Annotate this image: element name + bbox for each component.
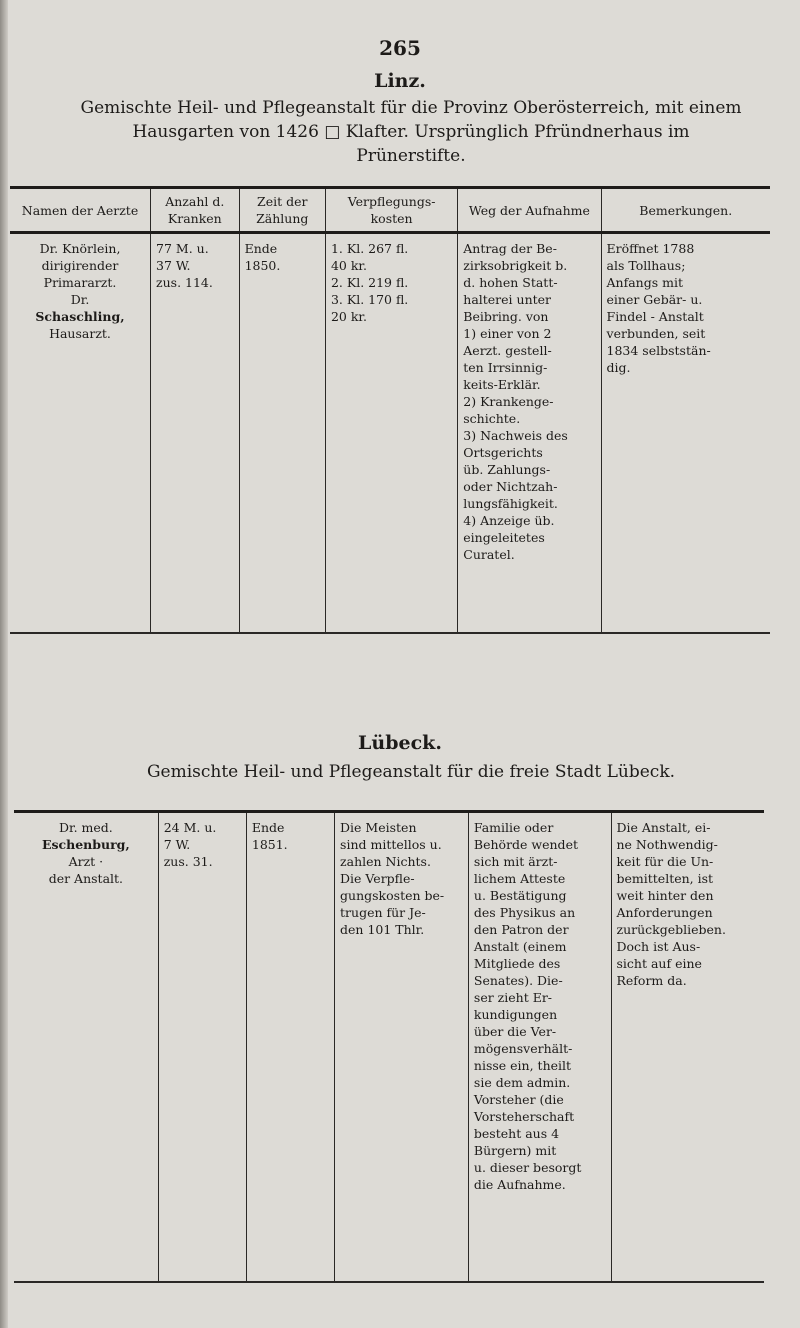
way-line: 3) Nachweis des (463, 428, 568, 443)
doctor-role: Arzt · (68, 854, 104, 869)
remark-line: ne Nothwendig- (616, 837, 718, 852)
way-line: Ortsgerichts (463, 445, 543, 460)
time-year: 1850. (244, 258, 281, 273)
doctor-role: dirigirender (41, 258, 119, 273)
header-remarks: Bemerkungen. (601, 188, 770, 233)
header-time: Zeit der Zählung (239, 188, 325, 233)
remark-line: bemittelten, ist (616, 871, 714, 886)
way-line: Beibring. von (463, 309, 549, 324)
remark-line: 1834 selbststän- (606, 343, 711, 358)
remark-line: Findel - Anstalt (606, 309, 704, 324)
intro-linz-line-1: Gemischte Heil- und Pflegeanstalt für die Provinz Oberösterreich, mit einem (80, 98, 742, 118)
cell-names (10, 233, 151, 633)
remark-line: zurückgeblieben. (616, 922, 726, 937)
way-line: eingeleitetes (463, 530, 545, 545)
way-line: Antrag der Be- (463, 241, 557, 256)
doctor-title: Dr. (70, 292, 90, 307)
way-line: Vorsteherschaft (473, 1109, 575, 1124)
table-linz (10, 186, 770, 634)
cost-line: den 101 Thlr. (340, 922, 425, 937)
way-line: sich mit ärzt- (473, 854, 558, 869)
remark-line: Anforderungen (616, 905, 713, 920)
way-line: Vorsteher (die (473, 1092, 564, 1107)
way-line: u. dieser besorgt (473, 1160, 582, 1175)
way-line: mögensverhält- (473, 1041, 573, 1056)
doctor-role: Primararzt. (43, 275, 117, 290)
cost-line: Die Verpfle- (340, 871, 415, 886)
way-line: lungsfähigkeit. (463, 496, 558, 511)
way-line: halterei unter (463, 292, 552, 307)
intro-luebeck: Gemischte Heil- und Pflegeanstalt für die freie Stadt Lübeck. (146, 762, 676, 782)
way-line: oder Nichtzah- (463, 479, 558, 494)
page-spine-shadow (0, 0, 8, 1328)
cell-remarks (601, 233, 770, 633)
cell-remarks (611, 812, 764, 1282)
cost-line: 40 kr. (330, 258, 367, 273)
cell-costs (335, 812, 469, 1282)
way-line: lichem Atteste (473, 871, 566, 886)
cost-line: trugen für Je- (340, 905, 426, 920)
header-names: Namen der Aerzte (10, 188, 151, 233)
way-line: Curatel. (463, 547, 515, 562)
way-line: Familie oder (473, 820, 554, 835)
cost-line: Die Meisten (340, 820, 417, 835)
cost-line: 1. Kl. 267 fl. (330, 241, 409, 256)
way-line: keits-Erklär. (463, 377, 541, 392)
way-line: des Physikus an (473, 905, 576, 920)
header-count: Anzahl d. Kranken (151, 188, 240, 233)
remark-line: sicht auf eine (616, 956, 702, 971)
cost-line: gungskosten be- (340, 888, 445, 903)
way-line: 1) einer von 2 (463, 326, 552, 341)
cell-way (468, 812, 611, 1282)
cost-line: 3. Kl. 170 fl. (330, 292, 409, 307)
count-female: 37 W. (156, 258, 191, 273)
cost-line: zahlen Nichts. (340, 854, 431, 869)
remark-line: weit hinter den (616, 888, 714, 903)
way-line: über die Ver- (473, 1024, 557, 1039)
doctor-name: Schaschling, (35, 309, 125, 324)
remark-line: als Tollhaus; (606, 258, 686, 273)
remark-line: verbunden, seit (606, 326, 706, 341)
cost-line: sind mittellos u. (340, 837, 442, 852)
way-line: Mitgliede des (473, 956, 561, 971)
intro-linz-line-3: Prünerstifte. (356, 146, 466, 166)
way-line: zirksobrigkeit b. (463, 258, 568, 273)
count-male: 77 M. u. (156, 241, 209, 256)
cell-way (458, 233, 601, 633)
way-line: 2) Krankenge- (463, 394, 554, 409)
section-title-luebeck: Lübeck. (358, 732, 442, 754)
doctor-title: Dr. med. (58, 820, 113, 835)
cell-names (14, 812, 158, 1282)
way-line: kundigungen (473, 1007, 558, 1022)
count-male: 24 M. u. (163, 820, 217, 835)
way-line: Senates). Die- (473, 973, 563, 988)
doctor-role: der Anstalt. (48, 871, 124, 886)
way-line: den Patron der (473, 922, 569, 937)
time-year: 1851. (251, 837, 288, 852)
page-number: 265 (379, 36, 421, 60)
intro-linz (52, 96, 770, 168)
header-costs: Verpflegungs-kosten (325, 188, 457, 233)
cell-time (239, 233, 325, 633)
way-line: ten Irrsinnig- (463, 360, 548, 375)
remark-line: einer Gebär- u. (606, 292, 703, 307)
way-line: nisse ein, theilt (473, 1058, 572, 1073)
doctor-name: Dr. Knörlein, (39, 241, 121, 256)
table-row (14, 812, 764, 1282)
cost-line: 2. Kl. 219 fl. (330, 275, 409, 290)
cost-line: 20 kr. (330, 309, 367, 324)
way-line: üb. Zahlungs- (463, 462, 551, 477)
table-luebeck (14, 810, 764, 1283)
doctor-name: Eschenburg, (41, 837, 130, 852)
way-line: Behörde wendet (473, 837, 578, 852)
remark-line: Anfangs mit (606, 275, 683, 290)
intro-linz-line-2: Hausgarten von 1426 □ Klafter. Ursprünglich Pfründnerhaus im (132, 122, 690, 142)
way-line: besteht aus 4 (473, 1126, 560, 1141)
section-title-linz: Linz. (374, 70, 426, 92)
remark-line: Eröffnet 1788 (606, 241, 695, 256)
remark-line: Doch ist Aus- (616, 939, 701, 954)
way-line: 4) Anzeige üb. (463, 513, 555, 528)
way-line: die Aufnahme. (473, 1177, 566, 1192)
count-total: zus. 31. (163, 854, 213, 869)
remark-line: Reform da. (616, 973, 687, 988)
remark-line: Die Anstalt, ei- (616, 820, 711, 835)
remark-line: keit für die Un- (616, 854, 714, 869)
cell-count (158, 812, 246, 1282)
way-line: Anstalt (einem (473, 939, 567, 954)
table-header-row (10, 188, 770, 233)
time-label: Ende (251, 820, 285, 835)
cell-costs (325, 233, 457, 633)
way-line: Bürgern) mit (473, 1143, 557, 1158)
time-label: Ende (244, 241, 278, 256)
count-female: 7 W. (163, 837, 191, 852)
way-line: schichte. (463, 411, 521, 426)
header-way: Weg der Aufnahme (458, 188, 601, 233)
doctor-role: Hausarzt. (49, 326, 111, 341)
cell-time (246, 812, 334, 1282)
way-line: Aerzt. gestell- (463, 343, 552, 358)
way-line: u. Bestätigung (473, 888, 567, 903)
way-line: ser zieht Er- (473, 990, 553, 1005)
cell-count (151, 233, 240, 633)
table-row (10, 233, 770, 633)
remark-line: dig. (606, 360, 631, 375)
way-line: sie dem admin. (473, 1075, 571, 1090)
count-total: zus. 114. (156, 275, 213, 290)
way-line: d. hohen Statt- (463, 275, 558, 290)
